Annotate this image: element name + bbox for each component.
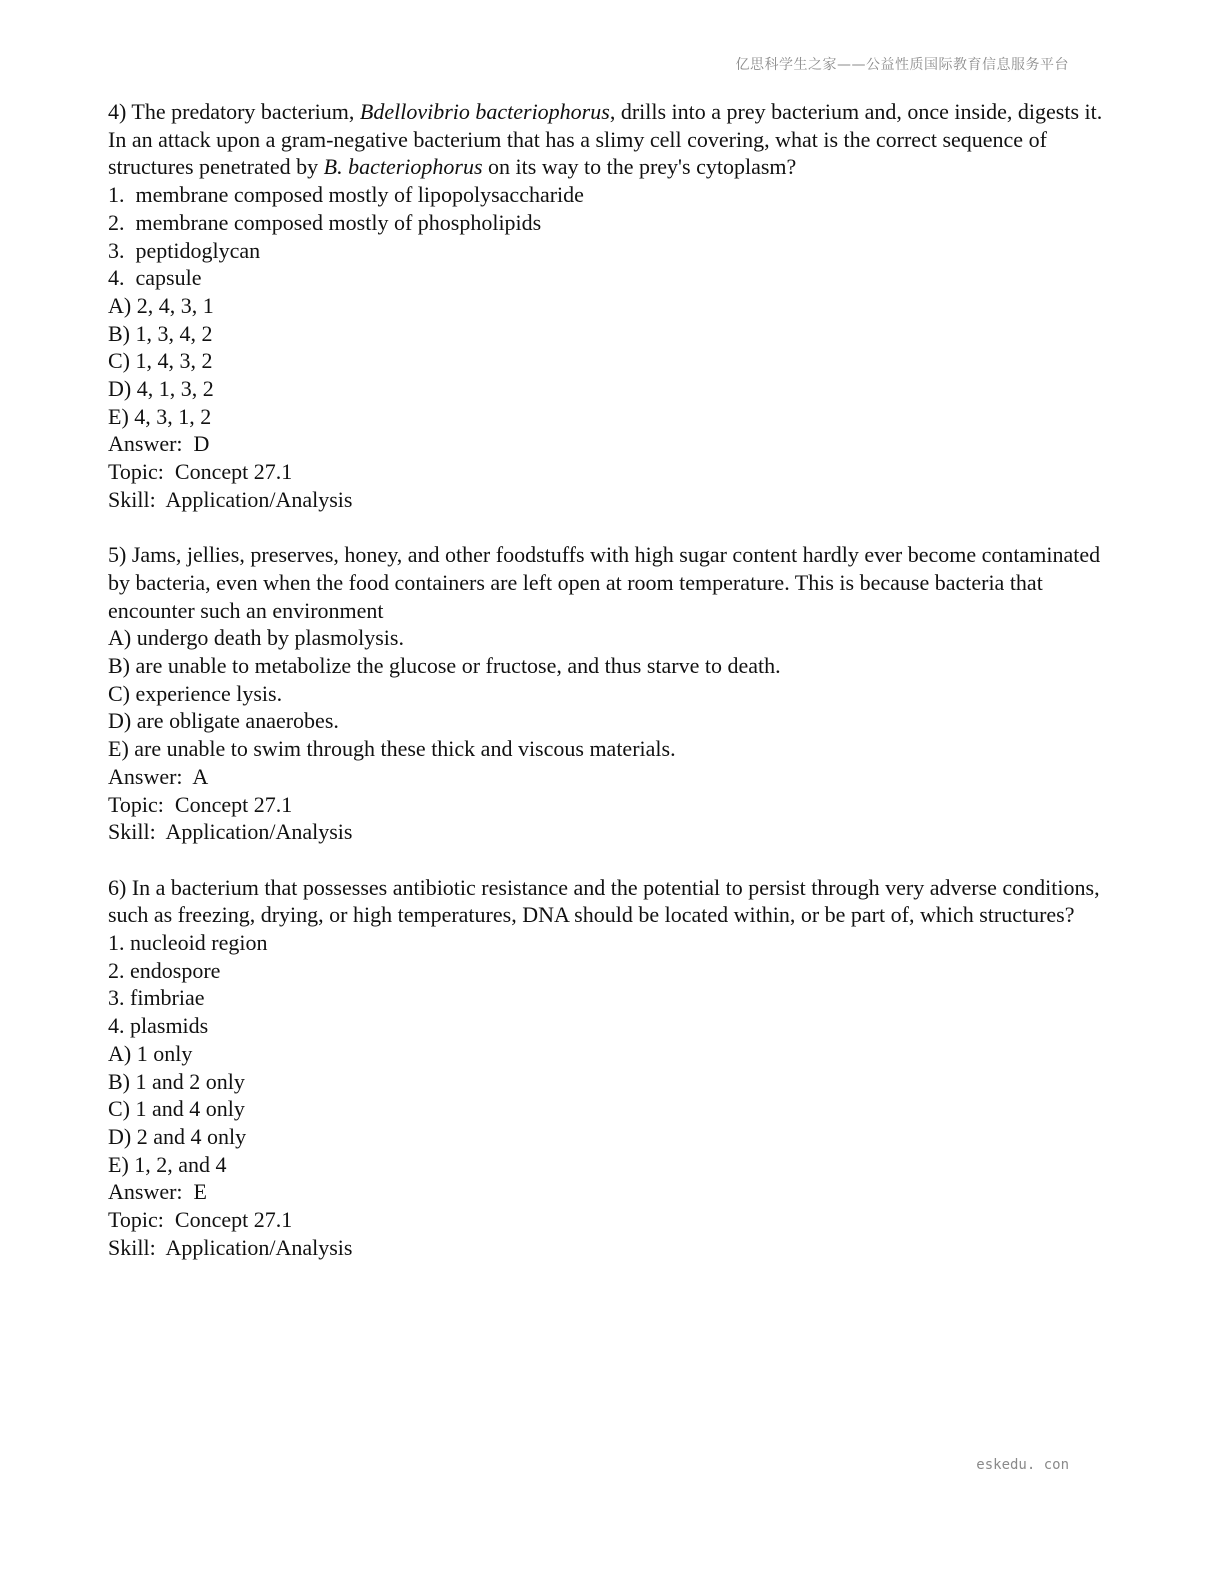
answer-option: C) 1 and 4 only [108, 1096, 245, 1122]
answer-option: E) 1, 2, and 4 [108, 1151, 227, 1177]
answer-option: E) 4, 3, 1, 2 [108, 403, 212, 429]
stem-text: on its way to the prey's cytoplasm? [482, 154, 797, 180]
question-4 [108, 98, 1118, 514]
answer-option: A) undergo death by plasmolysis. [108, 625, 404, 651]
skill-label: Skill: Application/Analysis [108, 819, 353, 845]
question-stem: 5) Jams, jellies, preserves, honey, and other foodstuffs with high sugar content hardly ever become contaminated by bacteria, even when the food containers are left open at room temperature. This is because bacteria that encounter such an environment [108, 542, 1101, 623]
answer-option: D) 4, 1, 3, 2 [108, 376, 214, 402]
list-item: 1. membrane composed mostly of lipopolysaccharide [108, 182, 584, 208]
stem-text: 4) The predatory bacterium, [108, 99, 360, 124]
answer-option: B) 1 and 2 only [108, 1068, 245, 1094]
stem-text: , drills into a prey bacterium and, once inside, digests it. In an attack upon a gram-negative bacterium that has a slimy cell covering, what is the correct sequence of structures penetrated by [108, 99, 1103, 180]
answer-option: A) 1 only [108, 1040, 193, 1066]
question-5 [108, 541, 1118, 846]
answer-option: E) are unable to swim through these thick and viscous materials. [108, 736, 676, 762]
list-item: 2. endospore [108, 957, 221, 983]
question-6 [108, 874, 1118, 1262]
answer-option: C) 1, 4, 3, 2 [108, 348, 213, 374]
question-stem: 6) In a bacterium that possesses antibiotic resistance and the potential to persist through very adverse conditions, such as freezing, drying, or high temperatures, DNA should be located within, or be part of, which structures? [108, 874, 1100, 928]
answer-option: B) are unable to metabolize the glucose or fructose, and thus starve to death. [108, 653, 781, 679]
header-watermark: 亿思科学生之家——公益性质国际教育信息服务平台 [735, 57, 1069, 73]
answer-key: Answer: E [108, 1179, 207, 1205]
skill-label: Skill: Application/Analysis [108, 486, 353, 512]
answer-option: D) are obligate anaerobes. [108, 708, 339, 734]
topic-label: Topic: Concept 27.1 [108, 459, 293, 485]
answer-option: C) experience lysis. [108, 680, 283, 706]
list-item: 2. membrane composed mostly of phospholipids [108, 209, 542, 235]
document-body [108, 98, 1118, 1289]
list-item: 3. peptidoglycan [108, 237, 261, 263]
topic-label: Topic: Concept 27.1 [108, 791, 293, 817]
answer-option: D) 2 and 4 only [108, 1123, 247, 1149]
answer-option: A) 2, 4, 3, 1 [108, 292, 214, 318]
stem-species-name: Bdellovibrio bacteriophorus [359, 99, 610, 124]
answer-key: Answer: A [108, 763, 209, 789]
list-item: 1. nucleoid region [108, 930, 268, 956]
topic-label: Topic: Concept 27.1 [108, 1207, 293, 1233]
question-stem [108, 98, 1118, 181]
stem-species-abbrev: B. bacteriophorus [323, 154, 483, 180]
answer-key: Answer: D [108, 431, 210, 457]
skill-label: Skill: Application/Analysis [108, 1234, 353, 1260]
list-item: 4. plasmids [108, 1013, 209, 1039]
answer-option: B) 1, 3, 4, 2 [108, 320, 213, 346]
footer-watermark: eskedu. con [976, 1457, 1069, 1473]
list-item: 4. capsule [108, 265, 202, 291]
list-item: 3. fimbriae [108, 985, 205, 1011]
